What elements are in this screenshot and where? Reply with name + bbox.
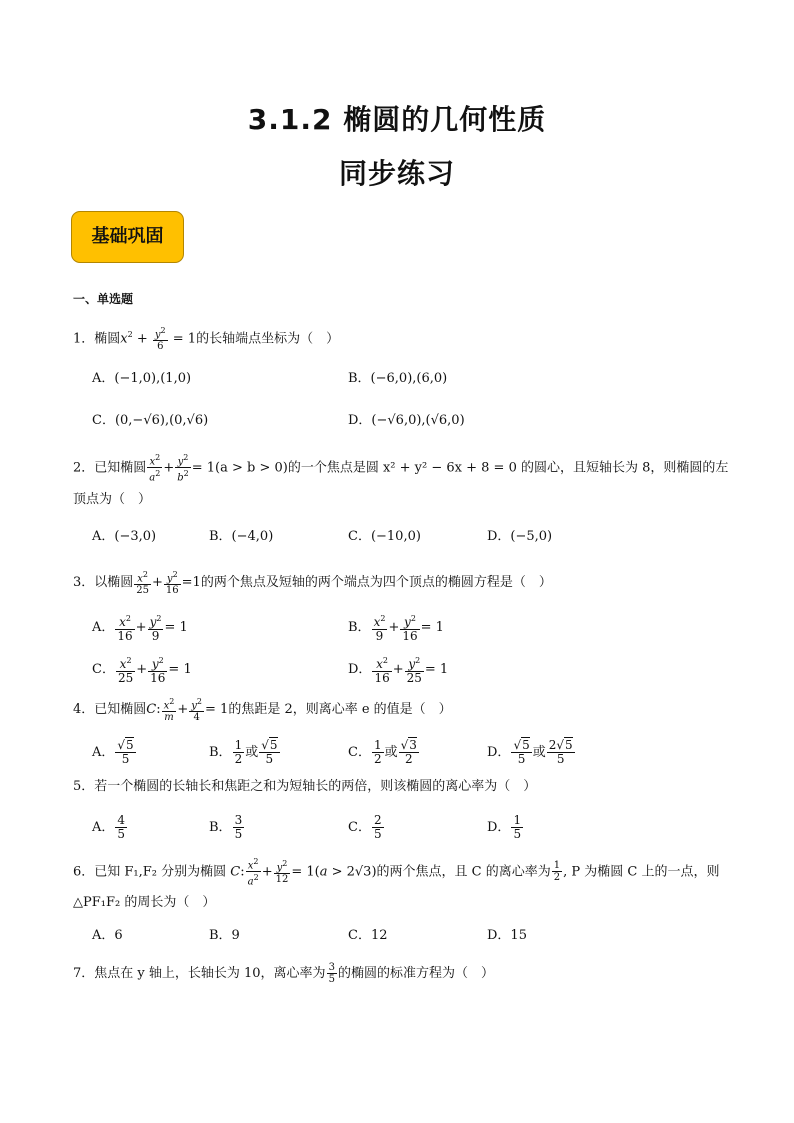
section-badge: 基础巩固 bbox=[71, 211, 184, 263]
q5-option-b: B． $\frac{3}{5}$ bbox=[209, 813, 243, 841]
q3-pre: 3．以椭圆 bbox=[73, 575, 134, 591]
question-6: 6．已知 F₁,F₂ 分别为椭圆 C: $\frac{x^2}{a^2}$ + $\frac{y^2}{12}$ = 1(a > 2√3)的两个焦点，且 C 的离心率为 $\frac{1}{2}$ , P 为椭圆 C 上的一点，则 bbox=[73, 857, 720, 888]
q2-line-2: 顶点为（ ） bbox=[73, 492, 152, 507]
q2-option-c: C．(−10,0) bbox=[348, 529, 421, 544]
question-2: 2．已知椭圆 $\frac{x^2}{a^2}$ + $\frac{y^2}{b^2}$ = 1(a > b > 0)的一个焦点是圆 x² + y² − 6x + 8 = 0 的圆心，且短轴长为 8，则椭圆的左 bbox=[73, 453, 729, 484]
q6-mid: 的两个焦点，且 C 的离心率为 bbox=[376, 864, 551, 880]
q2-pre: 2．已知椭圆 bbox=[73, 460, 147, 476]
q2-option-a: A．(−3,0) bbox=[92, 529, 157, 544]
q3-post: 的两个焦点及短轴的两个端点为四个顶点的椭圆方程是（ ） bbox=[200, 575, 552, 591]
q1-option-d: D．(−√6,0),(√6,0) bbox=[348, 413, 465, 428]
title-line-2: 同步练习 bbox=[338, 157, 455, 190]
q4-post: 的焦距是 2，则离心率 e 的值是（ ） bbox=[228, 702, 452, 718]
q4-option-c: C． $\frac{1}{2}$ 或 √ $\frac{3}{2}$ bbox=[348, 739, 420, 766]
title-line-1: 3.1.2 椭圆的几何性质 bbox=[247, 103, 547, 136]
q4-option-a: A． √ $\frac{5}{5}$ bbox=[92, 739, 137, 766]
q5-option-a: A． $\frac{4}{5}$ bbox=[92, 813, 126, 841]
q6-line-2: △PF₁F₂ 的周长为（ ） bbox=[73, 895, 216, 910]
q6-pre: 6．已知 F₁,F₂ 分别为椭圆 bbox=[73, 864, 227, 880]
q1-option-a: A．(−1,0),(1,0) bbox=[92, 371, 192, 386]
q1-option-c: C．(0,−√6),(0,√6) bbox=[92, 413, 209, 428]
q1-post: 的长轴端点坐标为（ ） bbox=[196, 331, 340, 347]
q7-post: 的椭圆的标准方程为（ ） bbox=[337, 966, 494, 981]
q5-option-d: D． $\frac{1}{5}$ bbox=[487, 813, 522, 841]
q6-option-d: D．15 bbox=[487, 928, 527, 943]
question-3: 3．以椭圆 $\frac{x^2}{25}$ + $\frac{y^2}{16}$ =1的两个焦点及短轴的两个端点为四个顶点的椭圆方程是（ ） bbox=[73, 570, 552, 597]
q4-option-b: B． $\frac{1}{2}$ 或 √ $\frac{5}{5}$ bbox=[209, 739, 281, 766]
q1-pre: 1．椭圆 bbox=[73, 331, 121, 347]
q4-pre: 4．已知椭圆 bbox=[73, 702, 147, 718]
question-1: 1．椭圆$x^2$ + $\frac{y^2}{6}$ = 1的长轴端点坐标为（ ） bbox=[73, 326, 340, 353]
q7-pre: 7．焦点在 y 轴上，长轴长为 10，离心率为 bbox=[73, 966, 326, 981]
q2-mid: (a > b > 0)的一个焦点是圆 x² + y² − 6x + 8 = 0 的圆心，且短轴长为 8，则椭圆的左 bbox=[215, 460, 729, 476]
q1-option-b: B．(−6,0),(6,0) bbox=[348, 371, 448, 386]
q4-option-d: D． √ $\frac{5}{5}$ 或 $\frac{2√ 5}{5}$ bbox=[487, 739, 576, 766]
q6-option-a: A．6 bbox=[92, 928, 123, 943]
q3-option-b: B． $\frac{x^2}{9}$ + $\frac{y^2}{16}$ = 1 bbox=[348, 614, 444, 643]
q6-post: , P 为椭圆 C 上的一点，则 bbox=[563, 864, 720, 880]
q6-option-b: B．9 bbox=[209, 928, 240, 943]
section-heading: 一、单选题 bbox=[73, 292, 134, 306]
q3-option-d: D． $\frac{x^2}{16}$ + $\frac{y^2}{25}$ = 1 bbox=[348, 656, 449, 685]
question-4: 4．已知椭圆C: $\frac{x^2}{m}$ + $\frac{y^2}{4}$ = 1的焦距是 2，则离心率 e 的值是（ ） bbox=[73, 697, 452, 724]
question-5: 5．若一个椭圆的长轴长和焦距之和为短轴长的两倍，则该椭圆的离心率为（ ） bbox=[73, 779, 537, 794]
question-7: 7．焦点在 y 轴上，长轴长为 10，离心率为 $\frac{3}{5}$ 的椭圆的标准方程为（ ） bbox=[73, 962, 494, 985]
q6-option-c: C．12 bbox=[348, 928, 388, 943]
q3-option-c: C． $\frac{x^2}{25}$ + $\frac{y^2}{16}$ = 1 bbox=[92, 656, 192, 685]
q2-option-b: B．(−4,0) bbox=[209, 529, 274, 544]
q5-option-c: C． $\frac{2}{5}$ bbox=[348, 813, 382, 841]
q3-option-a: A． $\frac{x^2}{16}$ + $\frac{y^2}{9}$ = 1 bbox=[92, 614, 188, 643]
q2-option-d: D．(−5,0) bbox=[487, 529, 553, 544]
